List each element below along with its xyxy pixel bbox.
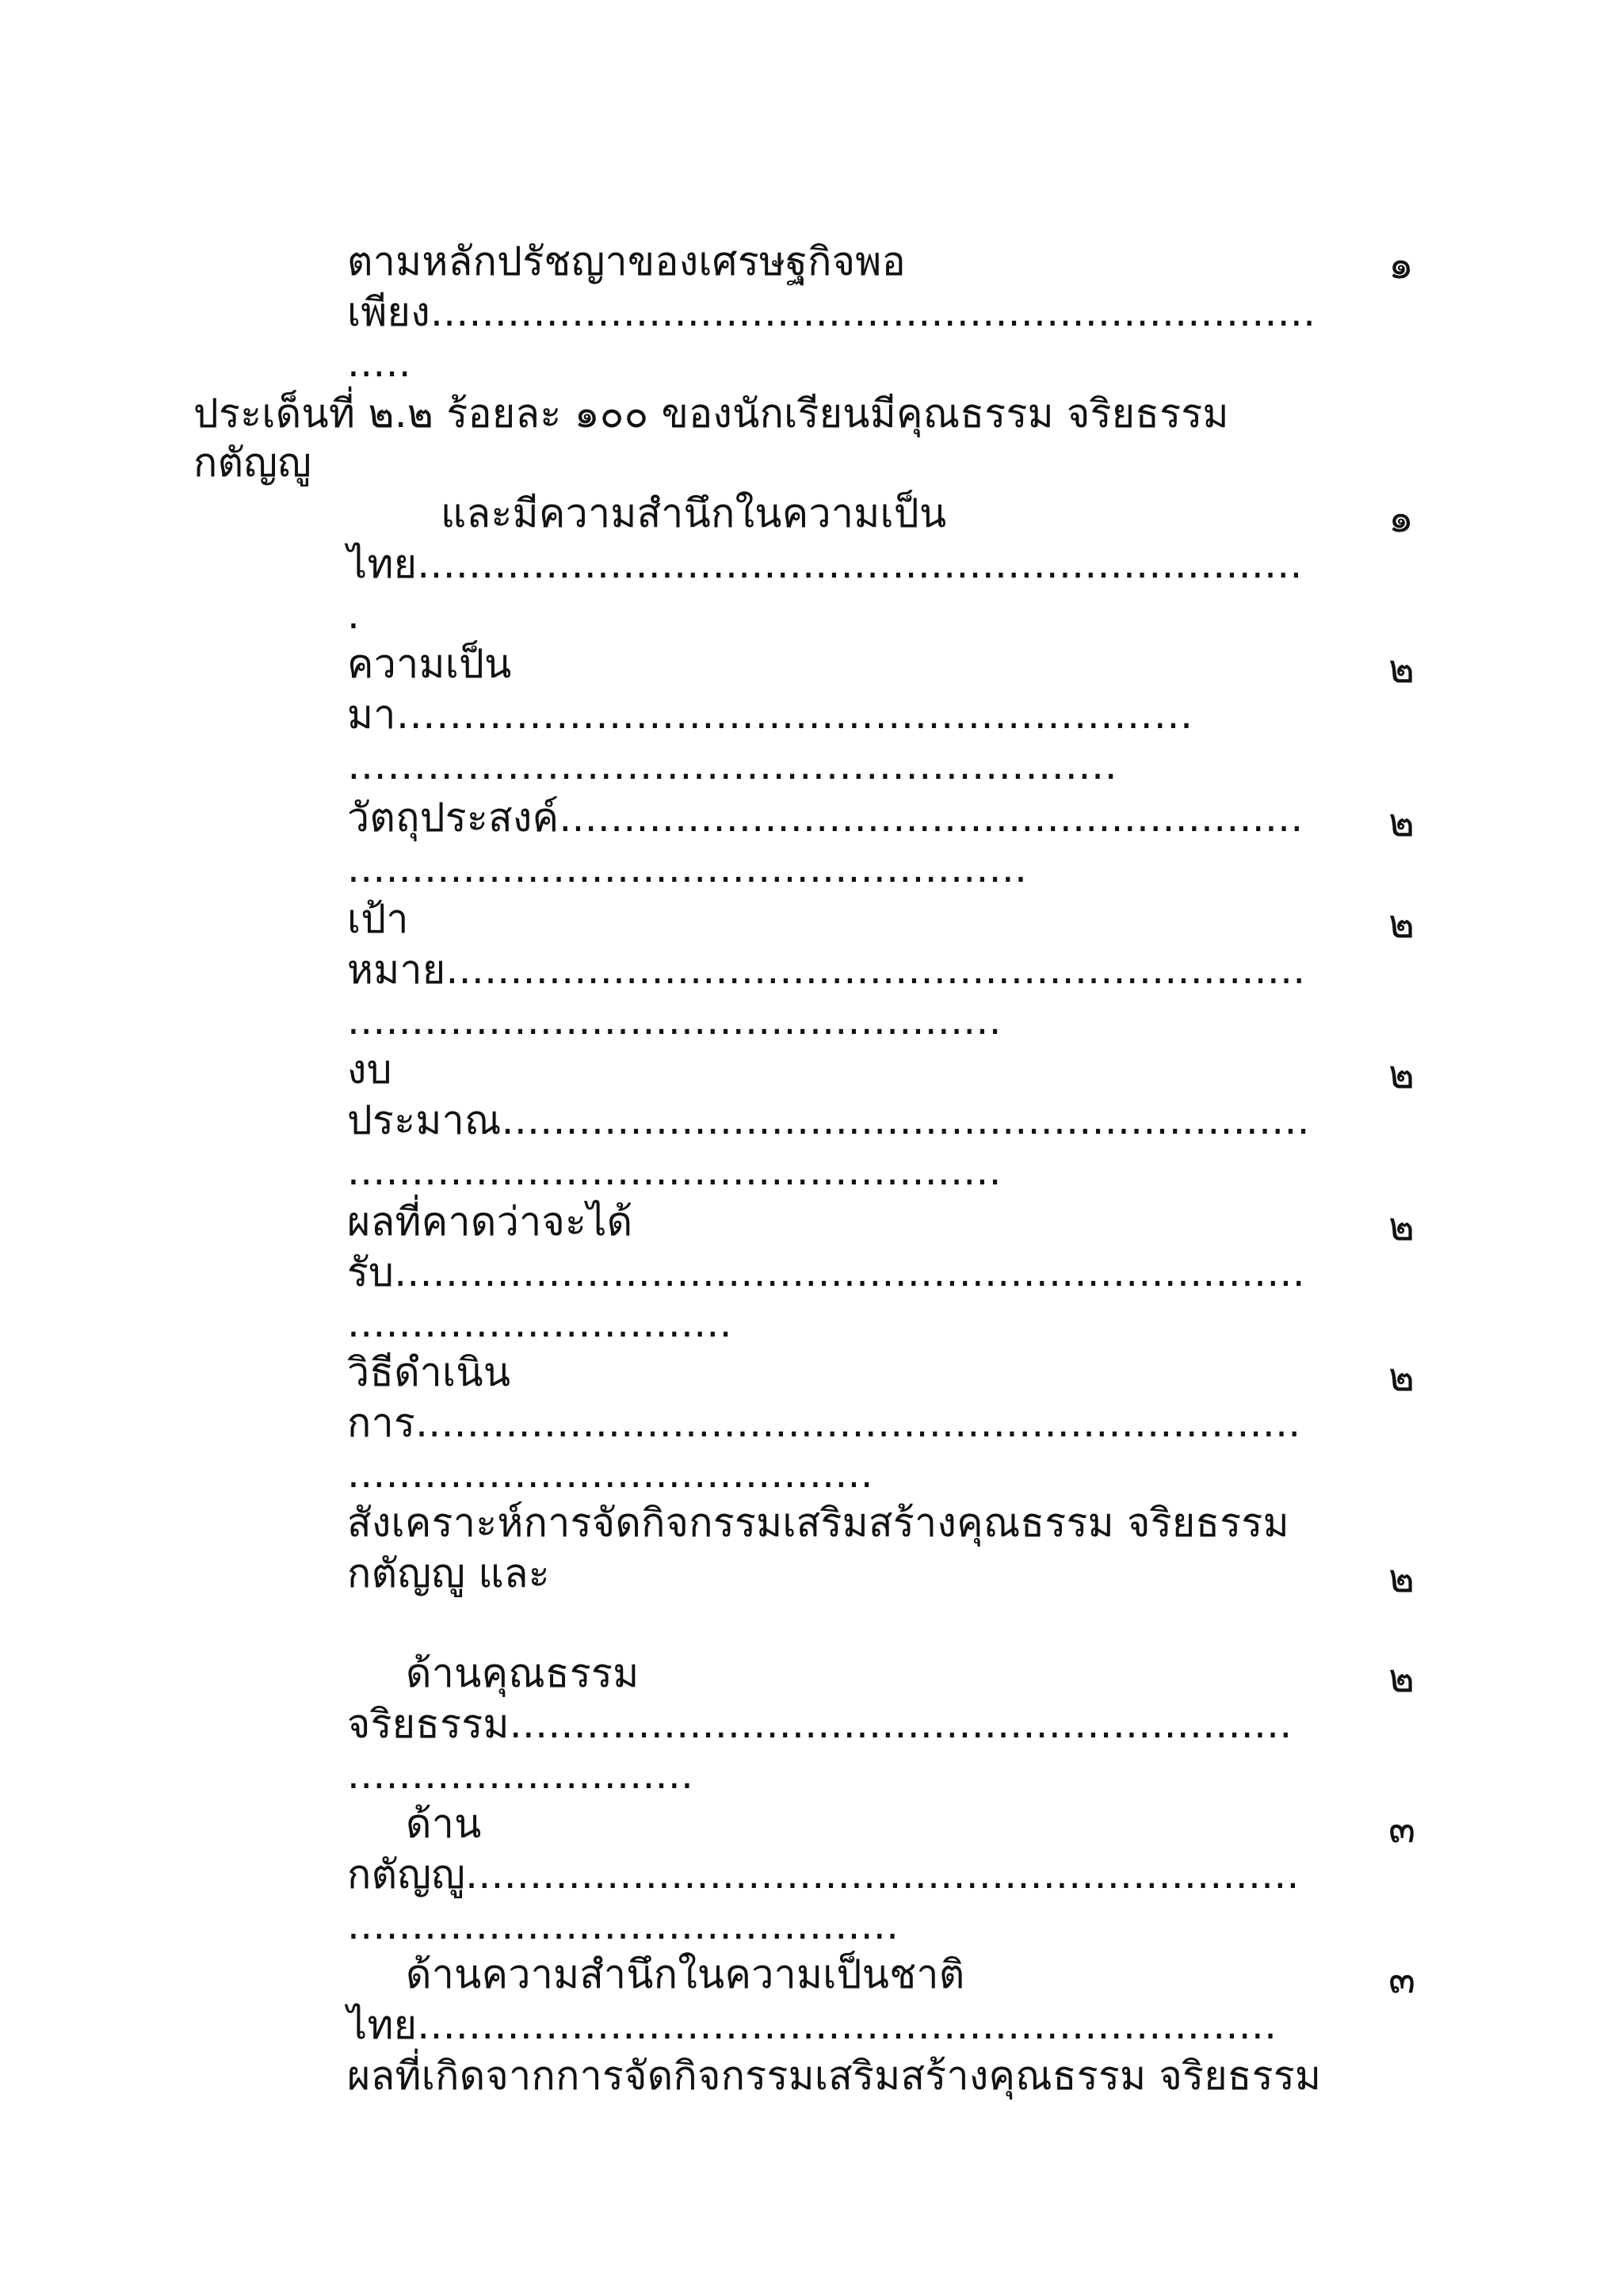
toc-page-number: ๓	[1388, 1806, 1416, 1852]
toc-line: งบ	[347, 1047, 392, 1093]
toc-page-number: ๒	[1388, 1354, 1415, 1400]
toc-line: ด้านความสำนึกในความเป็นชาติ	[406, 1951, 965, 1997]
toc-page-number: ๑	[1388, 242, 1414, 288]
toc-line: ด้านคุณธรรม	[406, 1650, 640, 1696]
toc-line: จริยธรรม.............................................................	[347, 1701, 1293, 1747]
toc-line: ...........................................	[347, 1902, 899, 1948]
toc-page-number: ๒	[1388, 799, 1415, 845]
toc-page-number: ๒	[1388, 1555, 1415, 1601]
toc-line: ...........................	[347, 1752, 694, 1798]
toc-line: หมาย...................................................................	[347, 947, 1306, 993]
toc-line: ไทย...................................................................	[347, 2002, 1277, 2048]
toc-line: .........................................	[347, 1451, 873, 1497]
toc-line: สังเคราะห์การจัดกิจกรรมเสริมสร้างคุณธรรม จริยธรรม	[347, 1500, 1289, 1546]
toc-line: ...................................................	[347, 997, 1002, 1043]
toc-line: เพียง.....................................................................	[347, 289, 1316, 335]
toc-line: รับ.......................................................................	[347, 1249, 1305, 1295]
toc-line: กตัญญู และ	[347, 1550, 550, 1596]
toc-line: ประมาณ...............................................................	[347, 1097, 1310, 1143]
toc-page-number: ๒	[1388, 901, 1415, 947]
toc-line: กตัญญู.................................................................	[347, 1852, 1300, 1897]
toc-line: และมีความสำนึกในความเป็น	[441, 490, 947, 536]
toc-line: ...................................................	[347, 1148, 1002, 1194]
toc-line: มา……………………………………………………	[347, 692, 1193, 738]
section-heading: ประเด็นที่ ๒.๒ ร้อยละ ๑๐๐ ของนักเรียนมีคุณธรรม จริยธรรม	[193, 391, 1229, 437]
toc-line: วิธีดำเนิน	[347, 1349, 511, 1395]
toc-line: การ.....................................................................	[347, 1400, 1301, 1446]
section-heading-continued: กตัญญู	[193, 440, 312, 486]
toc-line: ..............................	[347, 1300, 732, 1346]
toc-line: .....................................................	[347, 845, 1028, 891]
toc-page-number: ๒	[1388, 1655, 1415, 1701]
toc-line: เป้า	[347, 896, 409, 942]
toc-page-number: ๓	[1388, 1956, 1416, 2002]
toc-page-number: ๒	[1388, 646, 1415, 692]
toc-line: .	[347, 592, 361, 638]
toc-line: ผลที่เกิดจากการจัดกิจกรรมเสริมสร้างคุณธรรม จริยธรรม	[347, 2053, 1322, 2099]
toc-line: วัตถุประสงค์..........................................................	[347, 795, 1304, 841]
toc-line: ผลที่คาดว่าจะได้	[347, 1199, 633, 1245]
toc-line: ไทย.....................................................................	[347, 541, 1303, 587]
toc-page-number: ๒	[1388, 1051, 1415, 1097]
toc-line: ………………………………………………….	[347, 742, 1117, 788]
toc-line: ความเป็น	[347, 641, 512, 687]
toc-line: ด้าน	[406, 1801, 482, 1847]
toc-page-number: ๑	[1388, 495, 1414, 541]
toc-line: .....	[347, 340, 411, 386]
toc-line: ตามหลักปรัชญาของเศรษฐกิจพอ	[347, 238, 906, 284]
toc-page-number: ๒	[1388, 1203, 1415, 1249]
